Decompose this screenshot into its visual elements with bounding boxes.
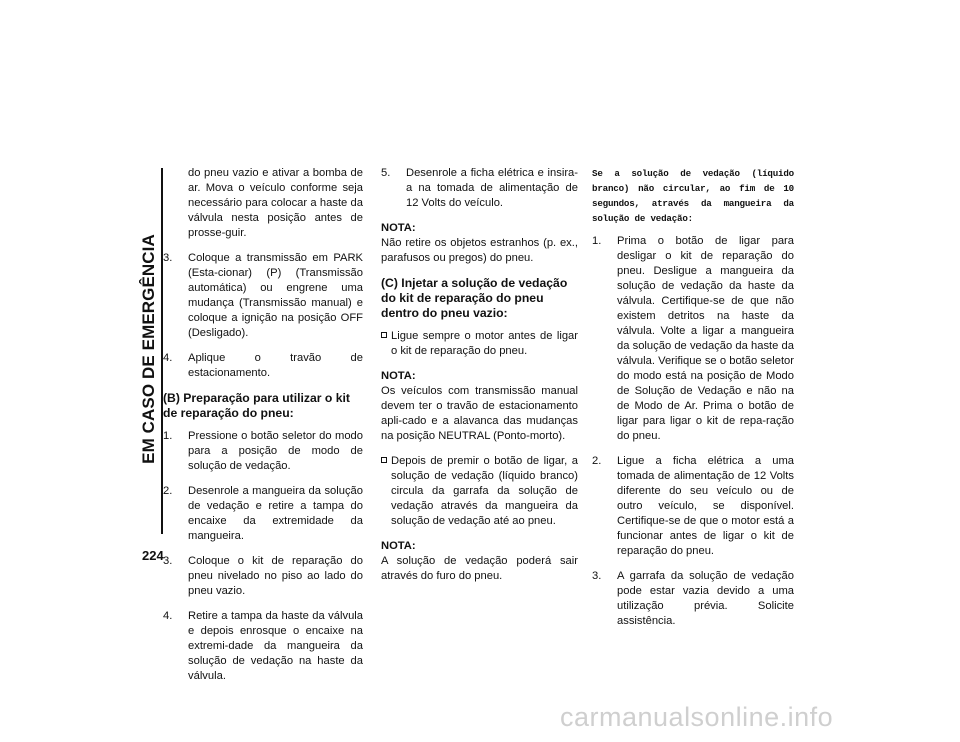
list-item: [163, 554, 363, 599]
item-number: 3.: [163, 555, 173, 567]
watermark: carmanualsonline.info: [560, 702, 834, 732]
item-text: Prima o botão de ligar para desligar o kit de reparação do pneu. Desligue a mangueira da solução de vedação da haste da válvula. Certifique-se de que não existem detritos na haste da válvula. Volte a ligar a mangueira da solução de vedação da haste da válvula. Verifique se o botão seletor do modo está na posição de Modo de Solução de Vedação e não na de Modo de Ar. Prima o botão de ligar para ligar o kit de repa-ração do pneu.: [617, 235, 794, 442]
item-text: Coloque o kit de reparação do pneu nivelado no piso ao lado do pneu vazio.: [188, 555, 363, 597]
continued-paragraph: do pneu vazio e ativar a bomba de ar. Mova o veículo conforme seja necessário para colocar a haste da válvula nesta posição antes de prosse-guir.: [188, 167, 363, 239]
item-number: 4.: [163, 610, 173, 622]
item-number: 3.: [592, 570, 602, 582]
bullet-text: Ligue sempre o motor antes de ligar o kit de reparação do pneu.: [391, 330, 578, 357]
item-number: 2.: [163, 485, 173, 497]
list-item: [592, 569, 794, 629]
item-text: Pressione o botão seletor do modo para a posição de modo de solução de vedação.: [188, 430, 363, 472]
item-number: 2.: [592, 455, 602, 467]
item-number: 5.: [381, 167, 391, 179]
item-number: 3.: [163, 252, 173, 264]
note-text: Não retire os objetos estranhos (p. ex., parafusos ou pregos) do pneu.: [381, 237, 578, 264]
page-number: 224: [142, 548, 164, 563]
item-number: 4.: [163, 352, 173, 364]
square-bullet-icon: [381, 457, 387, 463]
item-text: Desenrole a mangueira da solução de vedação e retire a tampa do encaixe da extremidade da mangueira.: [188, 485, 363, 542]
item-number: 1.: [592, 235, 602, 247]
list-item: [592, 454, 794, 559]
item-text: Aplique o travão de estacionamento.: [188, 352, 363, 379]
list-item-4: [163, 351, 363, 381]
section-heading-c: (C) Injetar a solução de vedação do kit de reparação do pneu dentro do pneu vazio:: [381, 276, 568, 320]
note-label: NOTA:: [381, 370, 416, 382]
list-item-3: [163, 251, 363, 341]
note-text: Os veículos com transmissão manual devem ter o travão de estacionamento apli-cado e a alavanca das mudanças na posição NEUTRAL (Ponto-morto).: [381, 385, 578, 442]
item-text: Retire a tampa da haste da válvula e depois enrosque o encaixe na extremi-dade da mangueira da solução de vedação na haste da válvula.: [188, 610, 363, 682]
column-2: [381, 166, 578, 594]
list-item-5: [381, 166, 578, 211]
list-item: [592, 234, 794, 444]
note-label: NOTA:: [381, 540, 416, 552]
item-text: A garrafa da solução de vedação pode estar vazia devido a uma utilização prévia. Solicite assistência.: [617, 570, 794, 627]
bullet-item: [381, 454, 578, 529]
section-heading-b: (B) Preparação para utilizar o kit de reparação do pneu:: [163, 391, 350, 420]
item-text: Desenrole a ficha elétrica e insira-a na tomada de alimentação de 12 Volts do veículo.: [406, 167, 578, 209]
item-text: Coloque a transmissão em PARK (Esta-cionar) (P) (Transmissão automática) ou engrene uma mudança (Transmissão manual) e coloque a ignição na posição OFF (Desligado).: [188, 252, 363, 339]
note-text: A solução de vedação poderá sair através do furo do pneu.: [381, 555, 578, 582]
square-bullet-icon: [381, 332, 387, 338]
note-label: NOTA:: [381, 222, 416, 234]
item-text: Ligue a ficha elétrica a uma tomada de alimentação de 12 Volts diferente do seu veículo ou de outro veículo, se disponível. Certifique-se de que o motor está a funcionar antes de ligar o kit de reparação do pneu.: [617, 455, 794, 557]
list-item: [163, 484, 363, 544]
list-item: [163, 429, 363, 474]
bullet-item: [381, 329, 578, 359]
column-1: [163, 166, 363, 694]
section-tab-label: EM CASO DE EMERGÊNCIA: [139, 234, 158, 464]
item-number: 1.: [163, 430, 173, 442]
section-tab: [138, 168, 160, 530]
bullet-text: Depois de premir o botão de ligar, a solução de vedação (líquido branco) circula da garrafa da solução de vedação através da mangueira da solução de vedação até ao pneu.: [391, 455, 578, 527]
list-item: [163, 609, 363, 684]
condition-heading: Se a solução de vedação (líquido branco) não circular, ao fim de 10 segundos, através da mangueira da solução de vedação:: [592, 168, 794, 224]
column-3: [592, 166, 794, 639]
